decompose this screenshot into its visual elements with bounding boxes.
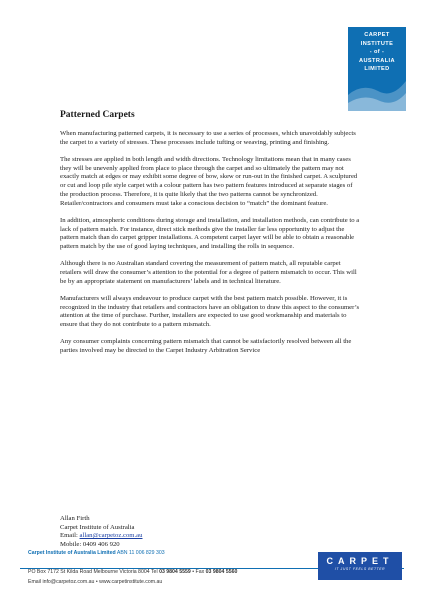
paragraph: Manufacturers will always endeavour to produce carpet with the best pattern match possible. However, it is recognized in the industry that retailers and contractors have an obligation to draw this aspect to the consumer’s attention at the time of purchase. Further, installers are expected to use good workmanship and materials to ensure that they do not contribute to a pattern mismatch. (60, 294, 360, 329)
footer-sep: • (192, 569, 195, 575)
footer-line-org (28, 548, 318, 558)
footer-email[interactable]: info@carpetoz.com.au (42, 579, 95, 585)
logo-line: AUSTRALIA (359, 57, 395, 64)
footer-email-label: Email (28, 579, 41, 585)
paragraph: When manufacturing patterned carpets, it is necessary to use a series of processes, which unavoidably subjects the carpet to a variety of stresses. These processes include tufting or weaving, printing and finishing. (60, 130, 356, 146)
carpet-logo-word: CARPET (326, 556, 394, 566)
email-label: Email: (60, 532, 80, 540)
carpet-logo-tagline: IT JUST FEELS BETTER (334, 567, 386, 571)
logo-line: INSTITUTE (360, 40, 394, 47)
paragraph: Although there is no Australian standard covering the measurement of pattern match, all reputable carpet retailers will draw the consumer’s attention to the potential for a degree of pattern mismatch to occur. This will be by an appropriate statement on manufacturers’ labels and in technical literature. (60, 260, 357, 285)
paragraph: Any consumer complaints concerning pattern mismatch that cannot be satisfactorily resolved between all the parties involved may be directed to the Carpet Industry Arbitration Service (60, 338, 352, 355)
footer-fax: 03 9804 5560 (205, 569, 238, 575)
carpet-brand-logo (318, 552, 402, 580)
signatory-org: Carpet Institute of Australia (60, 523, 135, 531)
footer-org: Carpet Institute of Australia Limited (28, 550, 116, 556)
logo-line: CARPET (364, 32, 390, 38)
footer-line-contact (28, 577, 318, 587)
logo-line: - of - (369, 49, 385, 56)
logo-line: LIMITED (364, 66, 390, 73)
logo-wave-graphic (348, 73, 406, 111)
paragraph: The stresses are applied in both length and width directions. Technology limitations mean that in many cases they will be unevenly applied from place to place through the carpet and so ultimately the pattern may not exactly match at edges or may exhibit some degree of bow, skew or run-out in the finished carpet. A sculptured or cut and loop pile style carpet with a colour pattern has two pattern features introduced at separate stages of the production process. Therefore, it is quite likely that the two patterns cannot be synchronized. Retailer/contractors and consumers must take a conscious decision to “match” the dominant feature. (60, 156, 358, 207)
signatory-mobile: Mobile: 0409 406 920 (60, 541, 120, 549)
signatory-email-line (60, 532, 143, 541)
footer-abn: ABN 11 006 829 303 (116, 550, 165, 556)
email-link[interactable]: allan@carpetoz.com.au (79, 532, 143, 540)
footer-fax-label: Fax (195, 569, 205, 575)
footer-tel-label: Tel (150, 569, 158, 575)
signatory-name: Allan Firth (60, 515, 90, 522)
institute-logo (348, 27, 406, 111)
footer-website[interactable]: www.carpetinstitute.com.au (99, 579, 163, 585)
document-body (60, 130, 362, 364)
footer-sep: • (95, 579, 98, 585)
footer-address: PO Box 7172 St Kilda Road Melbourne Victoria 8004 (28, 569, 150, 575)
footer-tel: 03 9804 5559 (159, 569, 191, 575)
paragraph: In addition, atmospheric conditions during storage and installation, and installation methods, can contribute to a lack of pattern match. For instance, direct stick methods give the installer far less opportunity to adjust the pattern match than do carpet gripper installations. A competent carpet layer will be able to obtain a reasonable pattern match by the use of good laying techniques, and installing the rolls in sequence. (60, 216, 360, 250)
signature-block (60, 515, 143, 550)
page-title: Patterned Carpets (60, 110, 135, 120)
